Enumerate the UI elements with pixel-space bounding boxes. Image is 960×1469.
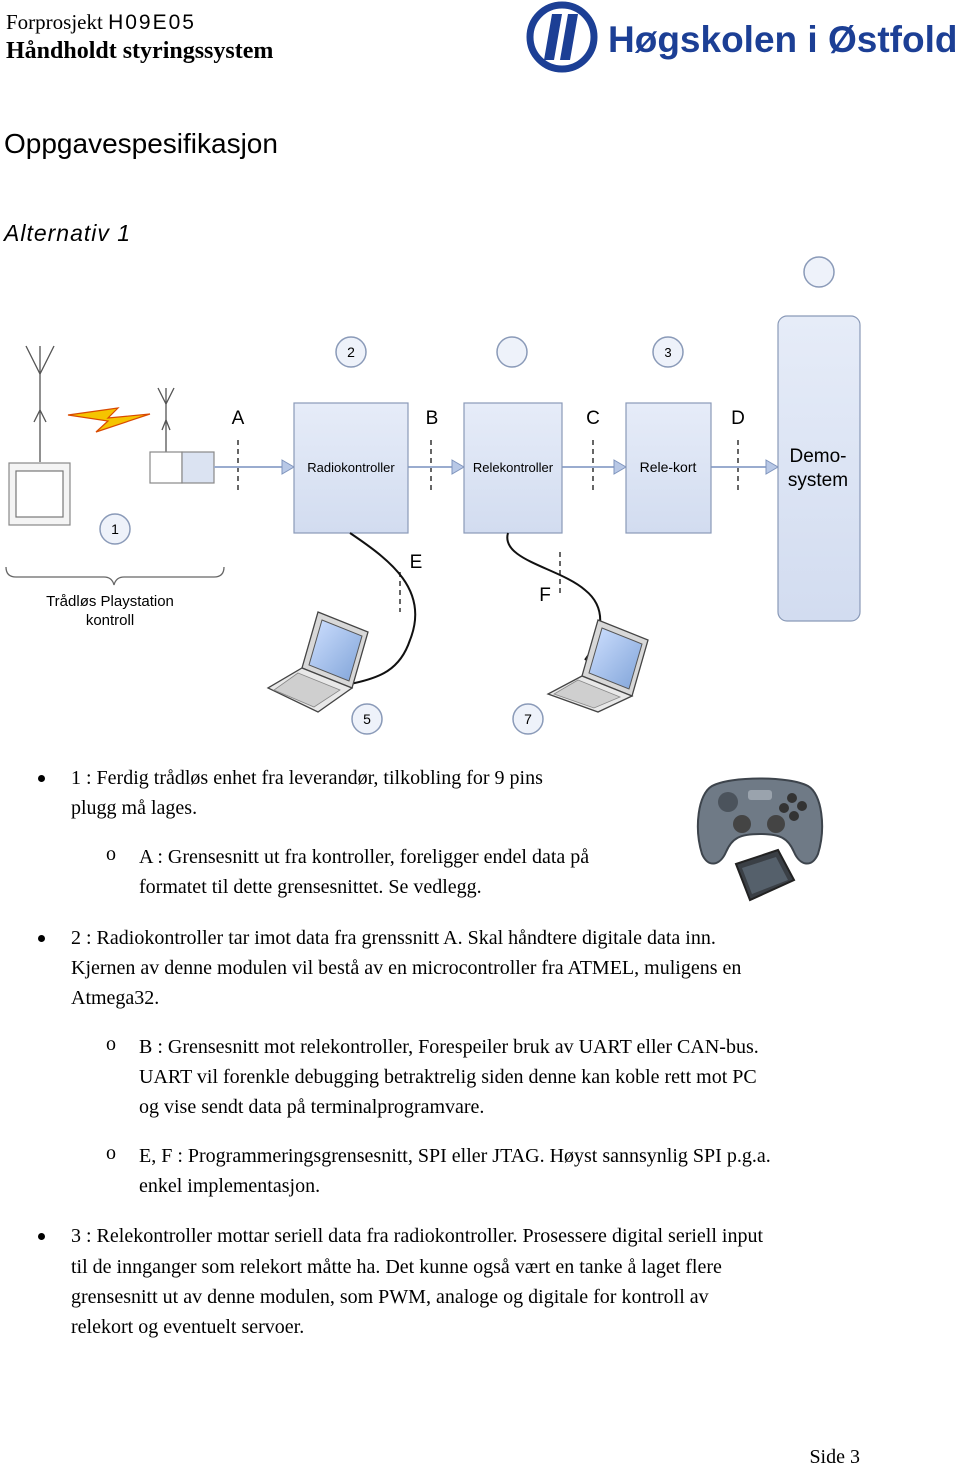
interface-e-label: E [409,552,423,573]
item-1-line-2: plugg må lages. [71,797,198,819]
demo-system-label-2: system [787,470,849,491]
number-circle-7 [513,704,543,734]
relay-card-box [626,403,711,533]
item-3-line-3: grensesnitt ut av denne modulen, som PWM, analoge og digitale for kontroll av [71,1286,709,1308]
sub-item-ef-line-1: E, F : Programmeringsgrensesnitt, SPI eller JTAG. Høyst sannsynlig SPI p.g.a. [139,1145,771,1167]
relay-controller-box [464,403,562,533]
interface-f-label: F [539,585,551,606]
project-label: Forprosjekt H09E05 [6,10,196,34]
demo-system-label-1: Demo- [789,446,847,467]
number-circle-2 [336,337,366,367]
interface-a-label: A [231,408,245,429]
school-logo [524,0,960,76]
radio-controller-box [294,403,408,533]
controller-label-2: kontroll [85,612,135,629]
bullet-dot [38,1233,45,1240]
relay-controller-label: Relekontroller [472,460,554,475]
bullet-dot [38,935,45,942]
antenna-icon [26,346,54,462]
interface-b-label: B [425,408,439,429]
number-circle-1 [100,514,130,544]
item-3-line-2: til de innganger som relekort måtte ha. Det kunne også vært en tanke å laget flere [71,1256,722,1278]
wireless-controller-unit [9,463,70,525]
number-circle-5 [352,704,382,734]
sub-item-a-line-2: formatet til dette grensesnittet. Se vedlegg. [139,876,482,898]
bullet-dot [38,775,45,782]
interface-c-label: C [586,408,600,429]
number-circle-empty-mid [497,337,527,367]
sub-bullet-marker: o [106,1033,116,1055]
laptop-icon [548,620,648,712]
programming-cable-f [507,533,600,660]
number-circle-empty-top [804,257,834,287]
number-5-label: 5 [363,711,371,727]
relay-card-label: Rele-kort [639,459,697,475]
item-1-line-1: 1 : Ferdig trådløs enhet fra leverandør, tilkobling for 9 pins [71,767,543,789]
number-1-label: 1 [111,521,119,537]
page-number: Side 3 [809,1446,860,1468]
sub-item-b-line-1: B : Grensesnitt mot relekontroller, Forespeiler bruk av UART eller CAN-bus. [139,1036,759,1058]
item-2-line-1: 2 : Radiokontroller tar imot data fra grenssnitt A. Skal håndtere digitale data inn. [71,927,716,949]
system-diagram [0,250,960,740]
sub-item-a-line-1: A : Grensesnitt ut fra kontroller, foreligger endel data på [139,846,590,868]
number-circle-3 [653,337,683,367]
controller-brace [6,567,224,585]
radio-controller-label: Radiokontroller [307,460,395,475]
item-2-line-3: Atmega32. [71,987,160,1009]
subsection-title: Alternativ 1 [4,220,132,246]
laptop-icon [268,612,368,712]
document-title: Håndholdt styringssystem [6,38,274,64]
gamepad-image [690,768,830,918]
section-title: Oppgavespesifikasjon [4,128,278,159]
item-2-line-2: Kjernen av denne modulen vil bestå av en microcontroller fra ATMEL, muligens en [71,957,742,979]
demo-system-box [778,316,860,621]
receiver-unit [150,452,214,483]
antenna-icon [158,388,174,452]
sub-bullet-marker: o [106,1142,116,1164]
sub-bullet-marker: o [106,843,116,865]
sub-item-b-line-2: UART vil forenkle debugging betraktrelig siden denne kan koble rett mot PC [139,1066,757,1088]
controller-label-1: Trådløs Playstation [46,593,174,610]
wireless-signal-icon [68,408,150,432]
number-2-label: 2 [347,344,355,360]
project-code: H09E05 [108,11,196,34]
item-3-line-4: relekort og eventuelt servoer. [71,1316,305,1338]
logo-text: Høgskolen i Østfold [608,19,958,60]
number-3-label: 3 [664,345,672,360]
interface-d-label: D [731,408,745,429]
sub-item-b-line-3: og vise sendt data på terminalprogramvare. [139,1096,485,1118]
sub-item-ef-line-2: enkel implementasjon. [139,1175,321,1197]
number-7-label: 7 [524,711,532,727]
item-3-line-1: 3 : Relekontroller mottar seriell data fra radiokontroller. Prosessere digital seriell input [71,1225,764,1247]
